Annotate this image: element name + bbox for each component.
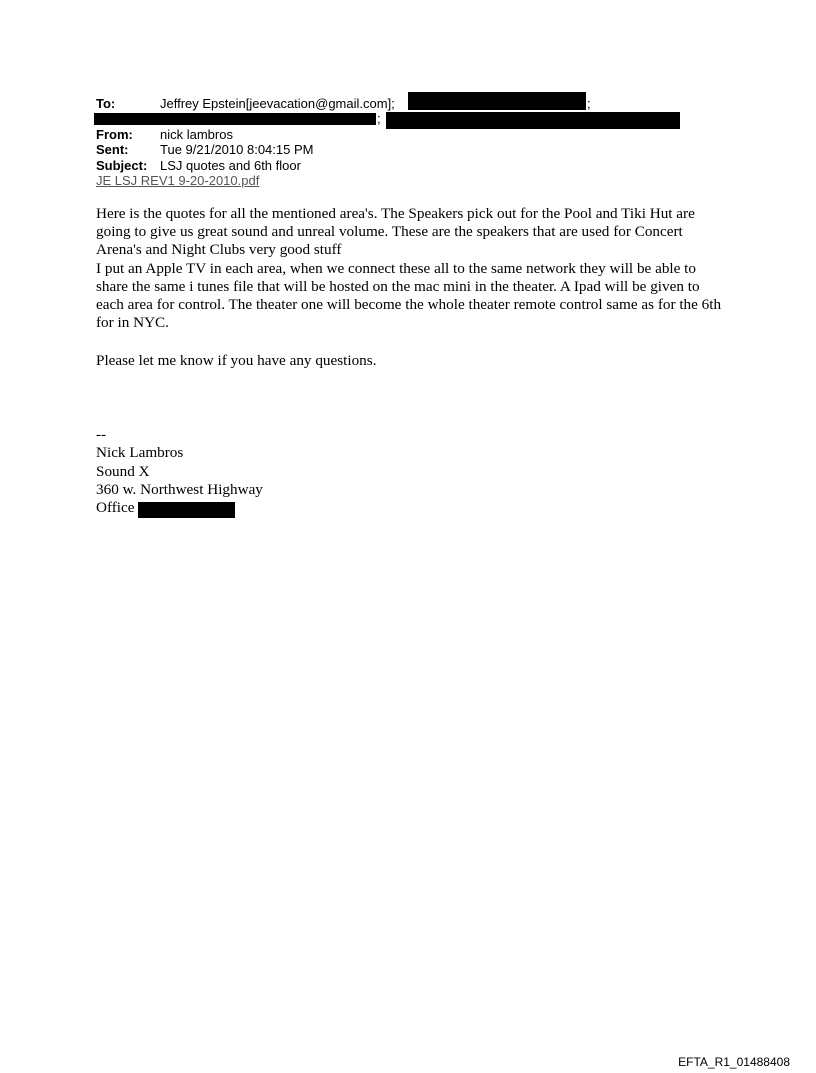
document-id: EFTA_R1_01488408 <box>678 1055 790 1069</box>
from-value: nick lambros <box>160 127 233 142</box>
subject-value: LSJ quotes and 6th floor <box>160 158 301 173</box>
from-label: From: <box>96 127 133 142</box>
signature-dashes: -- <box>96 426 107 443</box>
to-separator: ; <box>587 96 591 111</box>
to-value: Jeffrey Epstein[jeevacation@gmail.com]; <box>160 96 395 111</box>
to-label: To: <box>96 96 116 111</box>
email-body <box>96 205 726 332</box>
to-line <box>96 96 395 112</box>
to-separator: ; <box>377 111 381 126</box>
redaction-bar <box>138 502 235 518</box>
signature-name: Nick Lambros <box>96 444 184 462</box>
redaction-bar <box>386 112 680 129</box>
body-paragraph: Please let me know if you have any questions. <box>96 352 377 369</box>
attachment-link[interactable]: JE LSJ REV1 9-20-2010.pdf <box>96 173 260 188</box>
body-paragraph: I put an Apple TV in each area, when we connect these all to the same network they will be able to share the same i tunes file that will be hosted on the mac mini in the theater. A Ipad will be given to each area for control. The theater one will become the whole theater remote control same as for the 6th for in NYC. <box>96 259 722 332</box>
signature-address: 360 w. Northwest Highway <box>96 480 263 498</box>
from-line <box>96 127 233 143</box>
subject-label: Subject: <box>96 158 148 173</box>
sent-label: Sent: <box>96 142 129 157</box>
office-label: Office <box>96 499 135 517</box>
signature-company: Sound X <box>96 462 150 480</box>
redaction-bar <box>94 113 376 125</box>
body-paragraph: Here is the quotes for all the mentioned area's. The Speakers pick out for the Pool and Tiki Hut are going to give us great sound and unreal volume. These are the speakers that are used for Concert Arena's and Night Clubs very good stuff <box>96 205 695 259</box>
closing-line <box>96 352 726 370</box>
subject-line <box>96 158 301 174</box>
sent-value: Tue 9/21/2010 8:04:15 PM <box>160 142 314 157</box>
redaction-bar <box>408 92 586 110</box>
sent-line <box>96 142 313 158</box>
